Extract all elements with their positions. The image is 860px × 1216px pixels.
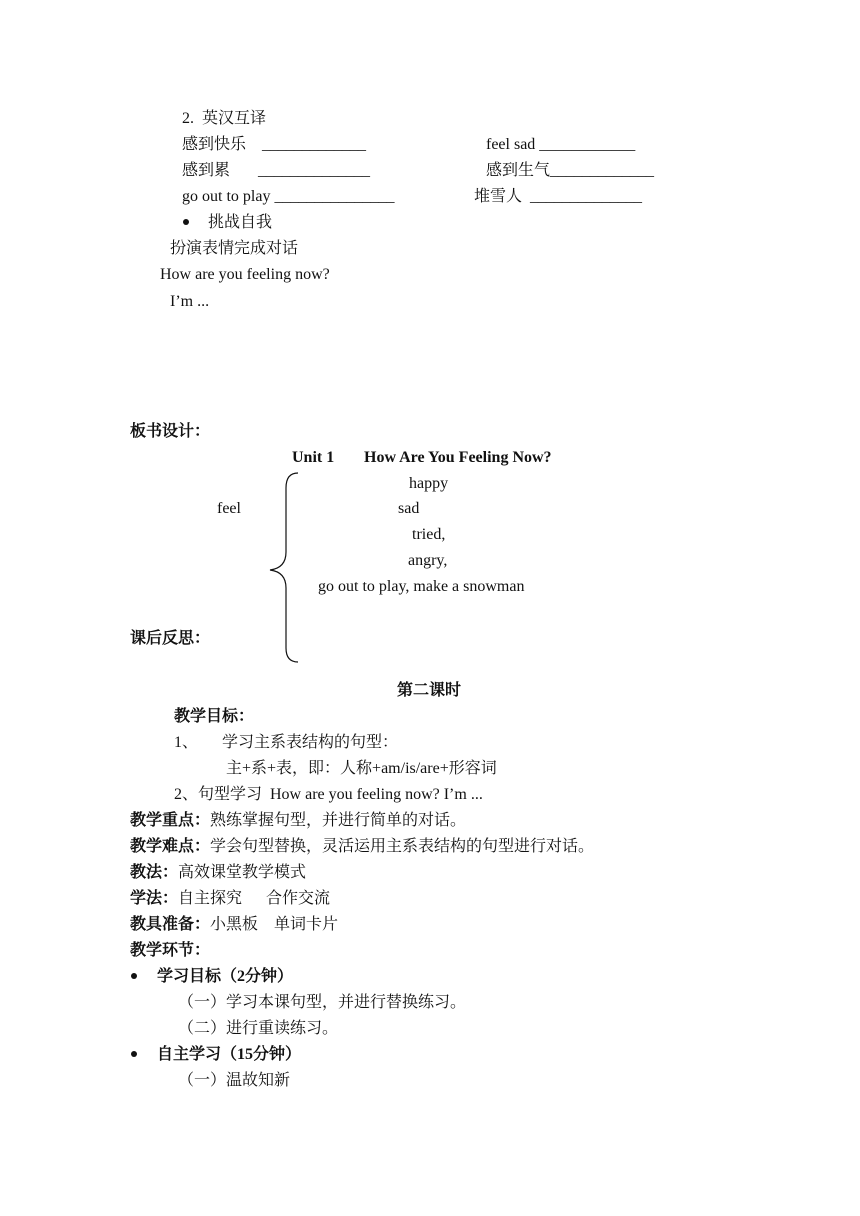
lesson2-title: 第二课时 [397,682,462,699]
board-title: How Are You Feeling Now? [364,449,552,466]
method-row [130,863,306,883]
step1-item-2: （二）进行重读练习。 [178,1020,339,1037]
learning-label: 学法： [130,890,179,907]
board-label: 板书设计： [130,423,211,440]
translation-row-3-right: 堆雪人 ______________ [474,188,643,205]
bullet-icon [131,973,137,979]
key-points-row [130,811,466,831]
goals-label: 教学目标： [174,708,255,725]
learning-text: 自主探究 合作交流 [178,890,331,907]
board-item-activities: go out to play, make a snowman [318,578,525,595]
board-item-sad: sad [398,500,420,517]
board-item-happy: happy [409,475,449,492]
bullet-icon [131,1051,137,1057]
board-feel: feel [217,500,241,517]
translation-row-3-left: go out to play _______________ [182,188,395,205]
step2-title: 自主学习（15分钟） [157,1046,302,1063]
translation-row-1-left: 感到快乐 _____________ [182,136,367,153]
translation-row-2-right: 感到生气_____________ [486,162,655,179]
board-item-angry: angry, [408,552,448,569]
tools-text: 小黑板 单词卡片 [210,916,339,933]
goal2-text: 2、句型学习 How are you feeling now? I’m ... [174,786,483,803]
translation-row-1-right: feel sad ____________ [486,136,636,153]
tools-row [130,915,338,935]
step1-item-1: （一）学习本课句型，并进行替换练习。 [178,994,467,1011]
step2-item-1: （一）温故知新 [178,1072,291,1089]
goal1-number: 1、 [174,734,199,751]
goal1-sub: 主+系+表，即：人称+am/is/are+形容词 [226,760,497,777]
difficulties-label: 教学难点： [130,838,211,855]
board-unit: Unit 1 [292,449,335,466]
challenge-title: 挑战自我 [208,214,273,231]
difficulties-text: 学会句型替换，灵活运用主系表结构的句型进行对话。 [210,838,595,855]
brace-icon [262,470,302,666]
bullet-icon [183,219,189,225]
translation-heading: 2. 英汉互译 [182,110,267,127]
method-label: 教法： [130,864,179,881]
method-text: 高效课堂教学模式 [178,864,307,881]
reflection-label: 课后反思： [130,630,211,647]
challenge-instruction: 扮演表情完成对话 [170,240,299,257]
goal1-text: 学习主系表结构的句型： [222,734,399,751]
key-points-label: 教学重点： [130,812,211,829]
challenge-answer: I’m ... [170,293,210,310]
translation-row-2-left: 感到累 ______________ [182,162,371,179]
difficulties-row [130,837,594,857]
board-item-tried: tried, [412,526,446,543]
key-points-text: 熟练掌握句型，并进行简单的对话。 [210,812,467,829]
step1-title: 学习目标（2分钟） [157,968,294,985]
challenge-question: How are you feeling now? [160,266,330,283]
learning-row [130,889,330,909]
tools-label: 教具准备： [130,916,211,933]
steps-label: 教学环节： [130,942,211,959]
